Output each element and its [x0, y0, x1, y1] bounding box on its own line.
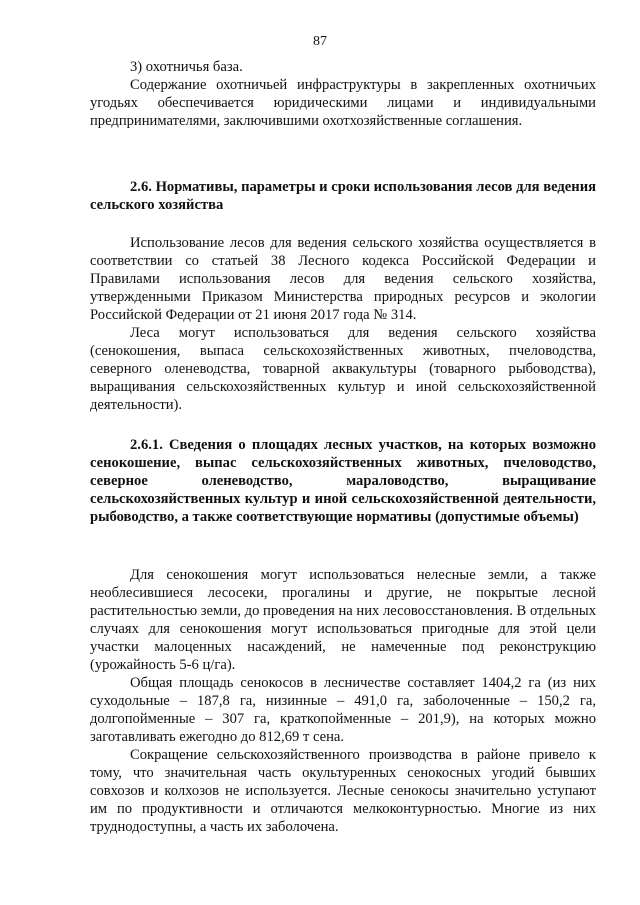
intro-paragraph: Содержание охотничьей инфраструктуры в закрепленных охотничьих угодьях обеспечивается юридическими лицами и индивидуальными предпринимателями, заключившими охотхозяйственные соглашения. [90, 77, 596, 129]
page-number: 87 [313, 34, 327, 49]
section-2-6-1-body [90, 566, 596, 836]
list-item: 3) охотничья база. [130, 59, 243, 75]
section-2-6-1 [90, 436, 596, 526]
paragraph: Сокращение сельскохозяйственного производства в районе привело к тому, что значительная часть окультуренных сенокосных угодий бывших совхозов и колхозов не используется. Лесные сенокосы значительно уступают им по продуктивности и отличаются мелкоконтурностью. Многие из них труднодоступны, а часть их заболочена. [90, 747, 596, 835]
paragraph: Общая площадь сенокосов в лесничестве составляет 1404,2 га (из них суходольные – 187,8 га, низинные – 491,0 га, заболоченные – 150,2 га, долгопойменные – 307 га, краткопойменные – 201,9), на которых можно заготавливать ежегодно до 812,69 т сена. [90, 675, 596, 745]
intro-block [90, 58, 596, 130]
paragraph: Для сенокошения могут использоваться нелесные земли, а также необлесившиеся лесосеки, прогалины и другие, не покрытые лесной растительностью земли, до проведения на них лесовосстановления. В отдельных случаях для сенокошения могут использоваться пригодные для этой цели участки малоценных насаждений, не намеченные под реконструкцию (урожайность 5-6 ц/га). [90, 567, 596, 673]
paragraph: Леса могут использоваться для ведения сельского хозяйства (сенокошения, выпаса сельскохозяйственных животных, пчеловодства, северного оленеводства, товарной аквакультуры (товарного рыбоводства), выращивания сельскохозяйственных культур и иной сельскохозяйственной деятельности). [90, 325, 596, 413]
section-2-6-body [90, 234, 596, 414]
subsection-heading: 2.6.1. Сведения о площадях лесных участков, на которых возможно сенокошение, выпас сельскохозяйственных животных, пчеловодство, северное оленеводство, мараловодство, выращивание сельскохозяйственных культур и иной сельскохозяйственной деятельности, рыбоводство, а также соответствующие нормативы (допустимые объемы) [90, 437, 596, 525]
section-heading: 2.6. Нормативы, параметры и сроки использования лесов для ведения сельского хозяйства [90, 179, 596, 213]
paragraph: Использование лесов для ведения сельского хозяйства осуществляется в соответствии со статьей 38 Лесного кодекса Российской Федерации и Правилами использования лесов для ведения сельского хозяйства, утвержденными Приказом Министерства природных ресурсов и экологии Российской Федерации от 21 июня 2017 года № 314. [90, 235, 596, 323]
section-2-6 [90, 178, 596, 214]
